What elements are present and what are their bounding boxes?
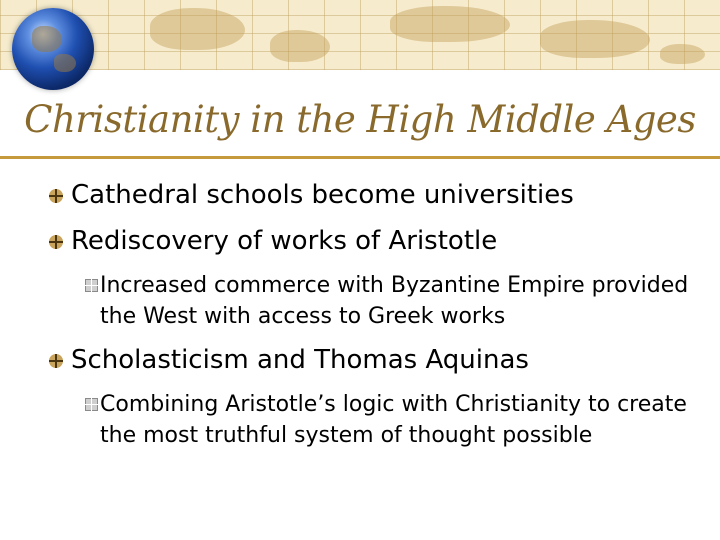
sub-bullet-text: Combining Aristotle’s logic with Christianity to create the most truthful system of thought possible bbox=[100, 392, 687, 448]
bullet-marker-icon bbox=[49, 189, 63, 203]
title-divider bbox=[0, 156, 720, 159]
map-continent-shape bbox=[390, 6, 510, 42]
bullet-text: Cathedral schools become universities bbox=[71, 180, 574, 210]
bullet-text: Scholasticism and Thomas Aquinas bbox=[71, 345, 529, 375]
sub-bullet-marker-icon bbox=[85, 279, 98, 292]
sub-bullet-item bbox=[100, 270, 690, 332]
globe-continent bbox=[54, 54, 76, 72]
sub-bullet-item bbox=[100, 389, 690, 451]
sub-bullet-marker-icon bbox=[85, 398, 98, 411]
bullet-marker-icon bbox=[49, 235, 63, 249]
map-continent-shape bbox=[270, 30, 330, 62]
map-continent-shape bbox=[150, 8, 245, 50]
bullet-text: Rediscovery of works of Aristotle bbox=[71, 226, 498, 256]
globe-continent bbox=[32, 26, 62, 52]
bullet-marker-icon bbox=[49, 354, 63, 368]
globe-logo-icon bbox=[12, 8, 94, 90]
map-continent-shape bbox=[660, 44, 705, 64]
map-continent-shape bbox=[540, 20, 650, 58]
slide-title: Christianity in the High Middle Ages bbox=[24, 98, 696, 141]
world-map-banner bbox=[0, 0, 720, 70]
sub-bullet-text: Increased commerce with Byzantine Empire provided the West with access to Greek works bbox=[100, 273, 689, 329]
